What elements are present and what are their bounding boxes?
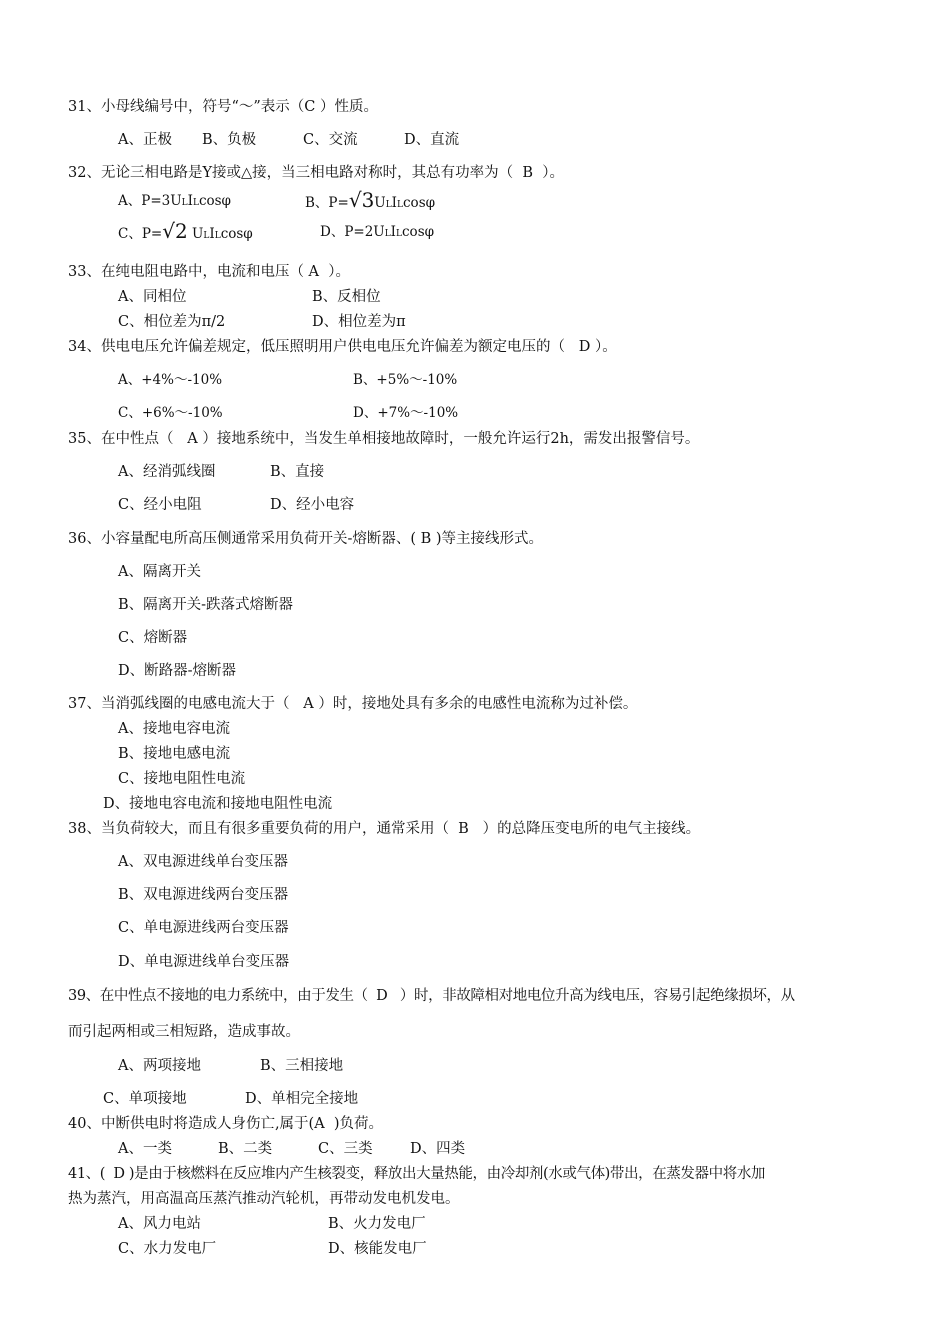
- q38-option-a: A、双电源进线单台变压器: [118, 854, 288, 870]
- q41-option-d: D、核能发电厂: [328, 1241, 427, 1257]
- question-36-stem: 36、小容量配电所高压侧通常采用负荷开关-熔断器、( B )等主接线形式。: [68, 531, 544, 547]
- q31-option-a: A、正极: [118, 132, 172, 148]
- q32-option-b: B、P=√3ULILcosφ: [305, 188, 436, 212]
- q40-option-d: D、四类: [410, 1141, 466, 1157]
- q37-option-b: B、接地电感电流: [118, 746, 231, 762]
- q39-option-c: C、单项接地: [103, 1091, 187, 1107]
- question-38-stem: 38、当负荷较大，而且有很多重要负荷的用户，通常采用（ B ）的总降压变电所的电气主接线。: [68, 821, 701, 837]
- question-37-stem: 37、当消弧线圈的电感电流大于（ A ）时，接地处具有多余的电感性电流称为过补偿。: [68, 696, 638, 712]
- q41-option-c: C、水力发电厂: [118, 1241, 217, 1257]
- question-32-stem: 32、无论三相电路是Y接或△接，当三相电路对称时，其总有功率为（ B ）。: [68, 165, 565, 181]
- question-39-stem: 39、在中性点不接地的电力系统中，由于发生（ D ）时，非故障相对地电位升高为线电压，容易引起绝缘损坏，从: [68, 988, 795, 1004]
- q39-option-a: A、两项接地: [118, 1058, 201, 1074]
- q31-option-c: C、交流: [303, 132, 358, 148]
- q33-option-b: B、反相位: [312, 289, 381, 305]
- q36-option-d: D、断路器-熔断器: [118, 663, 237, 679]
- q32-option-a: A、P=3ULILcosφ: [118, 193, 232, 209]
- question-34-stem: 34、供电电压允许偏差规定，低压照明用户供电电压允许偏差为额定电压的（ D ）。: [68, 339, 617, 355]
- q41-option-b: B、火力发电厂: [328, 1216, 426, 1232]
- question-33-stem: 33、在纯电阻电路中，电流和电压（ A ）。: [68, 264, 350, 280]
- q38-option-b: B、双电源进线两台变压器: [118, 887, 289, 903]
- q34-option-c: C、+6%～-10%: [118, 405, 223, 421]
- q39-option-b: B、三相接地: [260, 1058, 344, 1074]
- q32-option-c: C、P=√2 ULILcosφ: [118, 219, 253, 243]
- q37-option-c: C、接地电阻性电流: [118, 771, 246, 787]
- q36-option-b: B、隔离开关-跌落式熔断器: [118, 597, 294, 613]
- question-39-stem-cont: 而引起两相或三相短路，造成事故。: [68, 1024, 300, 1040]
- q34-option-d: D、+7%～-10%: [353, 405, 459, 421]
- q35-option-d: D、经小电容: [270, 497, 355, 513]
- q34-option-b: B、+5%～-10%: [353, 372, 458, 388]
- question-40-stem: 40、中断供电时将造成人身伤亡,属于(A )负荷。: [68, 1116, 384, 1132]
- q34-option-a: A、+4%～-10%: [118, 372, 223, 388]
- q31-option-b: B、负极: [202, 132, 257, 148]
- q39-option-d: D、单相完全接地: [245, 1091, 359, 1107]
- q33-option-c: C、相位差为π/2: [118, 314, 226, 330]
- question-41-stem: 41、( D )是由于核燃料在反应堆内产生核裂变，释放出大量热能，由冷却剂(水或气体)带出，在蒸发器中将水加: [68, 1166, 766, 1182]
- q40-option-c: C、三类: [318, 1141, 373, 1157]
- q37-option-a: A、接地电容电流: [118, 721, 230, 737]
- question-41-stem-cont: 热为蒸汽，用高温高压蒸汽推动汽轮机，再带动发电机发电。: [68, 1191, 460, 1207]
- q32-option-d: D、P=2ULILcosφ: [320, 224, 435, 240]
- sqrt2-symbol: √2: [162, 219, 188, 243]
- q38-option-d: D、单电源进线单台变压器: [118, 954, 290, 970]
- q35-option-b: B、直接: [270, 464, 325, 480]
- question-35-stem: 35、在中性点（ A ）接地系统中，当发生单相接地故障时，一般允许运行2h，需发出报警信号。: [68, 431, 700, 447]
- q31-option-d: D、直流: [404, 132, 460, 148]
- q38-option-c: C、单电源进线两台变压器: [118, 920, 289, 936]
- q40-option-a: A、一类: [118, 1141, 172, 1157]
- q36-option-c: C、熔断器: [118, 630, 188, 646]
- q33-option-a: A、同相位: [118, 289, 187, 305]
- q40-option-b: B、二类: [218, 1141, 273, 1157]
- sqrt3-symbol: √3: [348, 188, 375, 212]
- q33-option-d: D、相位差为π: [312, 314, 406, 330]
- q35-option-c: C、经小电阻: [118, 497, 202, 513]
- q41-option-a: A、风力电站: [118, 1216, 201, 1232]
- question-31-stem: 31、小母线编号中，符号“～”表示（C ）性质。: [68, 99, 378, 115]
- q36-option-a: A、隔离开关: [118, 564, 201, 580]
- q37-option-d: D、接地电容电流和接地电阻性电流: [103, 796, 333, 812]
- q35-option-a: A、经消弧线圈: [118, 464, 216, 480]
